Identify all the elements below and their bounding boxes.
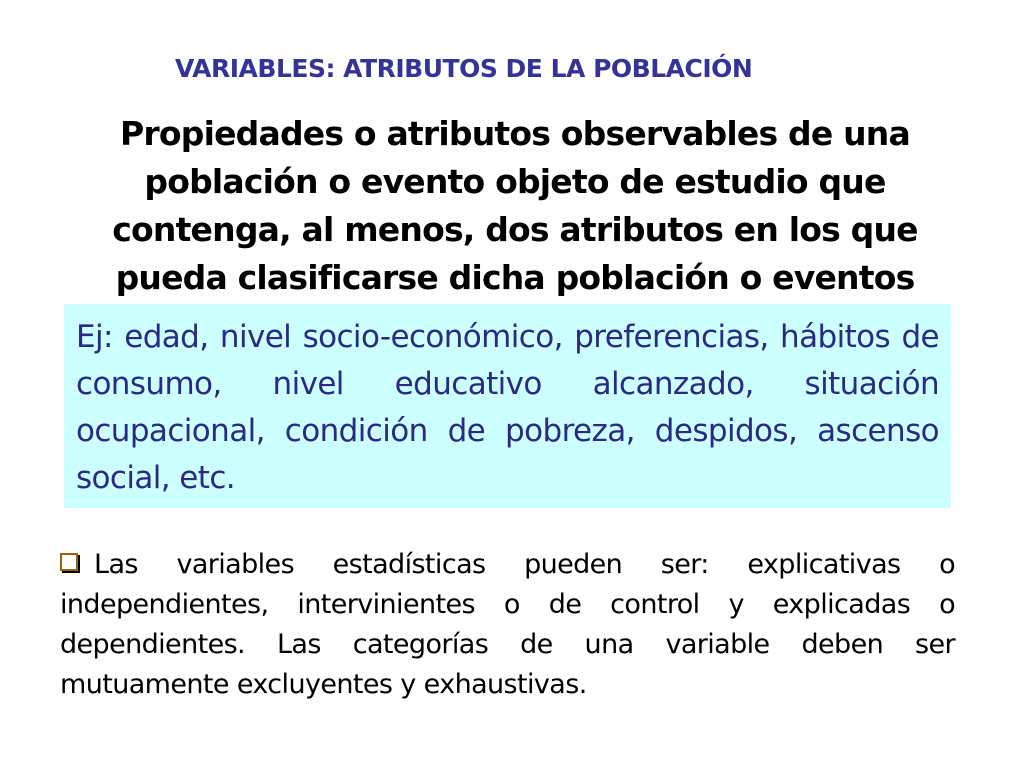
definition-text: Propiedades o atributos observables de una población o evento objeto de estudio que contenga, al menos, dos atributos en los que pueda clasificarse dicha población o eventos (112, 114, 918, 297)
slide-title: VARIABLES: ATRIBUTOS DE LA POBLACIÓN (175, 54, 753, 83)
bullet-paragraph (60, 545, 955, 705)
hollow-square-bullet-icon (60, 553, 78, 571)
example-box (64, 304, 951, 508)
bullet-text: Las variables estadísticas pueden ser: explicativas o independientes, intervinientes o de control y explicadas o dependientes. Las categorías de una variable deben ser mutuamente excluyentes y exhaustivas. (60, 549, 955, 700)
example-text: Ej: edad, nivel socio-económico, preferencias, hábitos de consumo, nivel educativo alcanzado, situación ocupacional, condición de pobreza, despidos, ascenso social, etc. (76, 319, 939, 496)
